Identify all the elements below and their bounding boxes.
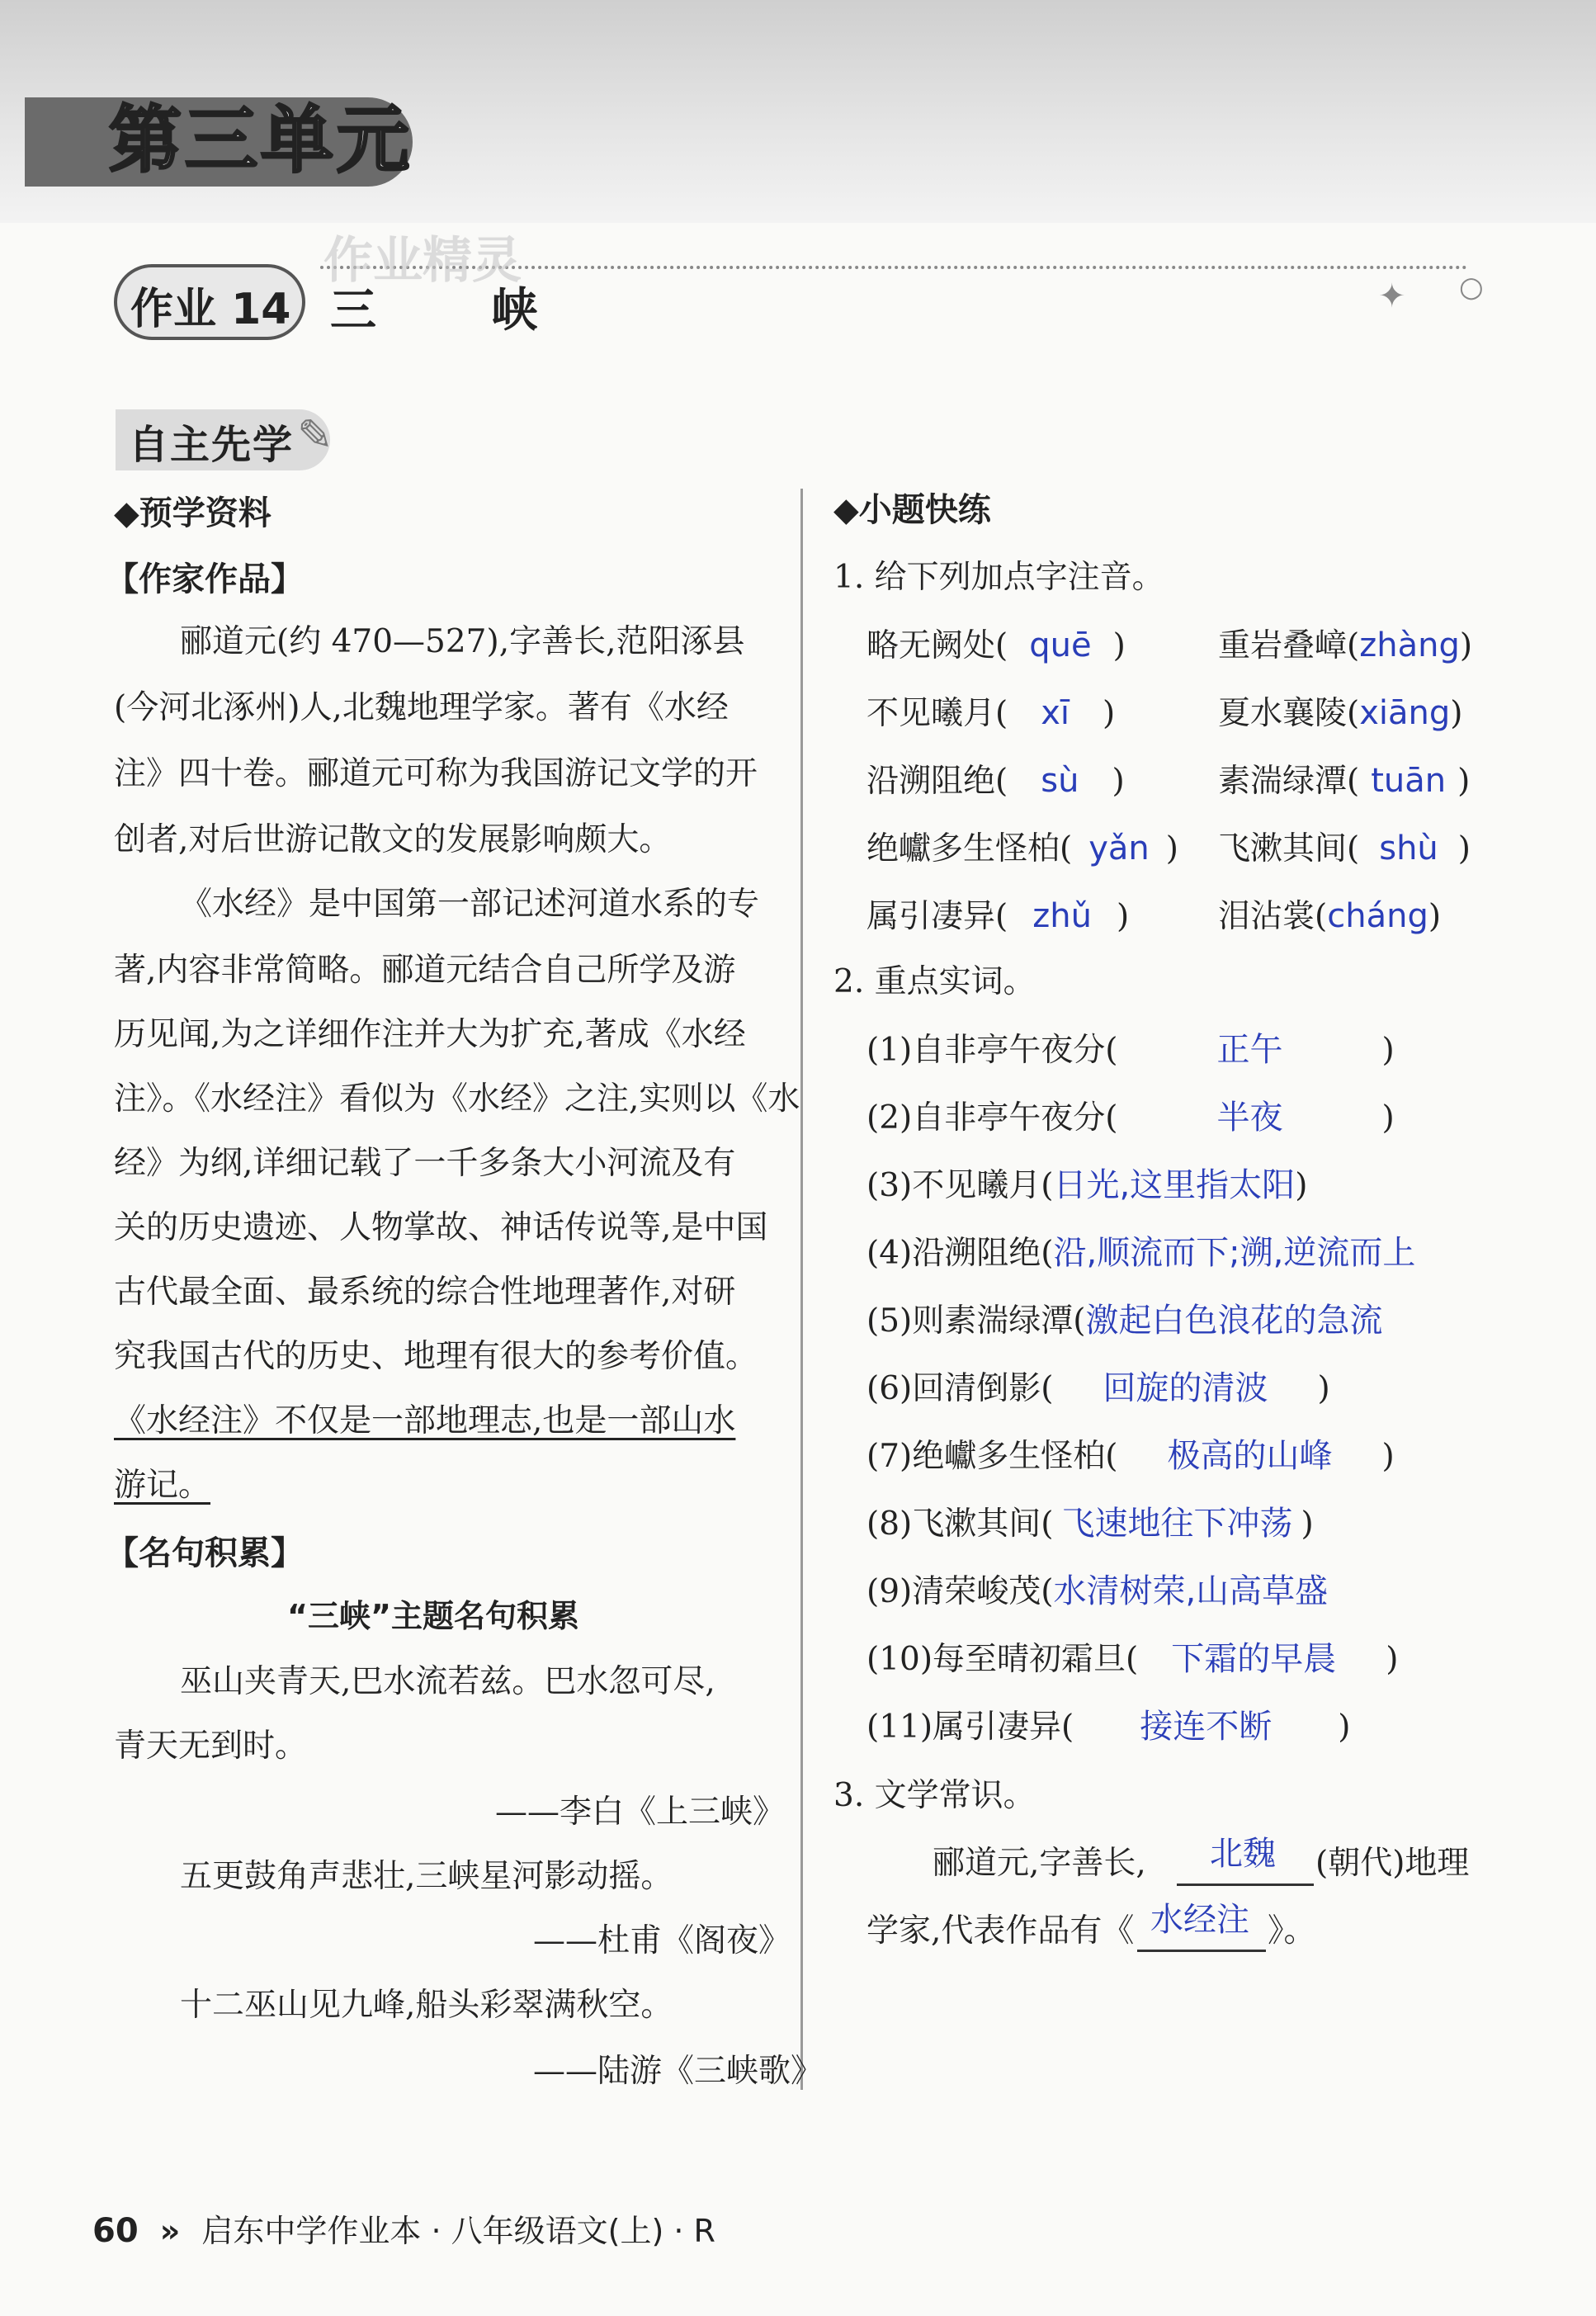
quote-2-source: ——杜甫《阁夜》 xyxy=(533,1922,791,1959)
q2-item-10: (10)每至晴初霜旦( 下霜的早晨 ) xyxy=(866,1640,1399,1678)
quote-2-line-1: 五更鼓角声悲壮,三峡星河影动摇。 xyxy=(180,1858,673,1895)
quote-1-source: ——李白《上三峡》 xyxy=(495,1794,786,1831)
q1-item-9: 属引凄异( zhǔ ) xyxy=(866,897,1130,935)
q1-item-1: 略无阙处( quē ) xyxy=(866,626,1126,664)
author-line-7: 历见闻,为之详细作注并大为扩充,著成《水经 xyxy=(114,1016,746,1053)
pencil-icon: ✎ xyxy=(297,411,333,461)
author-line-6: 著,内容非常简略。郦道元结合自己所学及游 xyxy=(114,952,736,989)
q2-item-8: (8)飞漱其间( 飞速地往下冲荡 ) xyxy=(866,1505,1314,1543)
preview-heading: ◆预学资料 xyxy=(114,494,272,532)
practice-heading: ◆小题快练 xyxy=(833,491,991,529)
q1-item-6: 素湍绿潭( tuān ) xyxy=(1218,762,1471,800)
author-line-13: 《水经注》不仅是一部地理志,也是一部山水 xyxy=(114,1402,736,1439)
page-number: 60 xyxy=(92,2212,139,2250)
q3-line-2-pre: 学家,代表作品有《 xyxy=(866,1912,1135,1950)
banner-background-text xyxy=(462,99,1568,198)
q2-item-4: (4)沿溯阻绝(沿,顺流而下;溯,逆流而上 xyxy=(866,1234,1416,1272)
author-line-9: 经》为纲,详细记载了一千多条大小河流及有 xyxy=(114,1145,736,1182)
q2-item-11: (11)属引凄异( 接连不断 ) xyxy=(866,1708,1351,1746)
unit-title: 第三单元 xyxy=(109,97,413,182)
author-line-2: (今河北涿州)人,北魏地理学家。著有《水经 xyxy=(114,689,729,726)
q2-item-3: (3)不见曦月(日光,这里指太阳) xyxy=(866,1166,1308,1204)
q3-answer-1: 北魏 xyxy=(1210,1835,1276,1873)
q3-blank-2 xyxy=(1137,1950,1266,1952)
author-line-1: 郦道元(约 470—527),字善长,范阳涿县 xyxy=(180,623,745,660)
q1-item-5: 沿溯阻绝( sù ) xyxy=(866,762,1125,800)
q1-item-3: 不见曦月( xī ) xyxy=(866,694,1116,732)
watermark: 作业精灵 xyxy=(323,232,522,290)
quote-3-line-1: 十二巫山见九峰,船头彩翠满秋空。 xyxy=(180,1987,673,2024)
author-line-3: 注》四十卷。郦道元可称为我国游记文学的开 xyxy=(114,755,758,792)
author-line-4: 创者,对后世游记散文的发展影响颇大。 xyxy=(114,821,672,858)
author-heading: 【作家作品】 xyxy=(106,560,304,598)
author-line-12: 究我国古代的历史、地理有很大的参考价值。 xyxy=(114,1338,758,1375)
author-line-11: 古代最全面、最系统的综合性地理著作,对研 xyxy=(114,1274,736,1311)
homework-label: 作业 14 xyxy=(130,285,291,334)
sparkle-icon: ✦ xyxy=(1378,277,1406,315)
quotes-subheading: “三峡”主题名句积累 xyxy=(287,1598,579,1634)
q1-item-8: 飞漱其间( shù ) xyxy=(1218,830,1471,867)
arrows-icon: » xyxy=(159,2213,181,2249)
q1-item-7: 绝巘多生怪柏( yǎn ) xyxy=(866,830,1178,867)
quote-3-source: ——陆游《三峡歌》 xyxy=(533,2053,824,2090)
q2-item-5: (5)则素湍绿潭(激起白色浪花的急流 xyxy=(866,1302,1383,1340)
author-line-5: 《水经》是中国第一部记述河道水系的专 xyxy=(180,886,760,923)
book-title: 启东中学作业本 · 八年级语文(上) · R xyxy=(201,2213,715,2249)
author-line-10: 关的历史遗迹、人物掌故、神话传说等,是中国 xyxy=(114,1209,768,1246)
q3-line-2-post: 》。 xyxy=(1268,1912,1316,1950)
q2-title: 2. 重点实词。 xyxy=(833,963,1036,1000)
q3-answer-2: 水经注 xyxy=(1150,1901,1249,1939)
q1-item-4: 夏水襄陵(xiāng) xyxy=(1218,694,1463,732)
author-line-8: 注》。《水经注》看似为《水经》之注,实则以《水 xyxy=(114,1080,800,1118)
quote-1-line-1: 巫山夹青天,巴水流若兹。巴水忽可尽, xyxy=(180,1663,715,1700)
q2-item-6: (6)回清倒影( 回旋的清波 ) xyxy=(866,1369,1330,1407)
q2-item-9: (9)清荣峻茂(水清树荣,山高草盛 xyxy=(866,1572,1329,1610)
circle-icon: ○ xyxy=(1459,271,1484,304)
page-footer xyxy=(92,2205,715,2251)
section-label: 自主先学 xyxy=(129,422,295,468)
q3-line-1-pre: 郦道元,字善长, xyxy=(933,1845,1146,1882)
lesson-title: 三 峡 xyxy=(330,284,588,338)
quote-1-line-2: 青天无到时。 xyxy=(114,1728,308,1765)
q2-item-1: (1)自非亭午夜分( 正午 ) xyxy=(866,1031,1395,1069)
q1-title: 1. 给下列加点字注音。 xyxy=(833,559,1164,596)
q2-item-7: (7)绝巘多生怪柏( 极高的山峰 ) xyxy=(866,1437,1395,1475)
column-divider xyxy=(800,489,803,2090)
q3-title: 3. 文学常识。 xyxy=(833,1777,1036,1814)
q3-blank-1 xyxy=(1177,1884,1314,1886)
q1-item-10: 泪沾裳(cháng) xyxy=(1218,897,1442,935)
quotes-heading: 【名句积累】 xyxy=(106,1534,304,1572)
q1-item-2: 重岩叠嶂(zhàng) xyxy=(1218,626,1473,664)
author-line-14: 游记。 xyxy=(114,1467,211,1504)
q3-line-1-post: (朝代)地理 xyxy=(1315,1845,1470,1882)
q2-item-2: (2)自非亭午夜分( 半夜 ) xyxy=(866,1099,1395,1137)
